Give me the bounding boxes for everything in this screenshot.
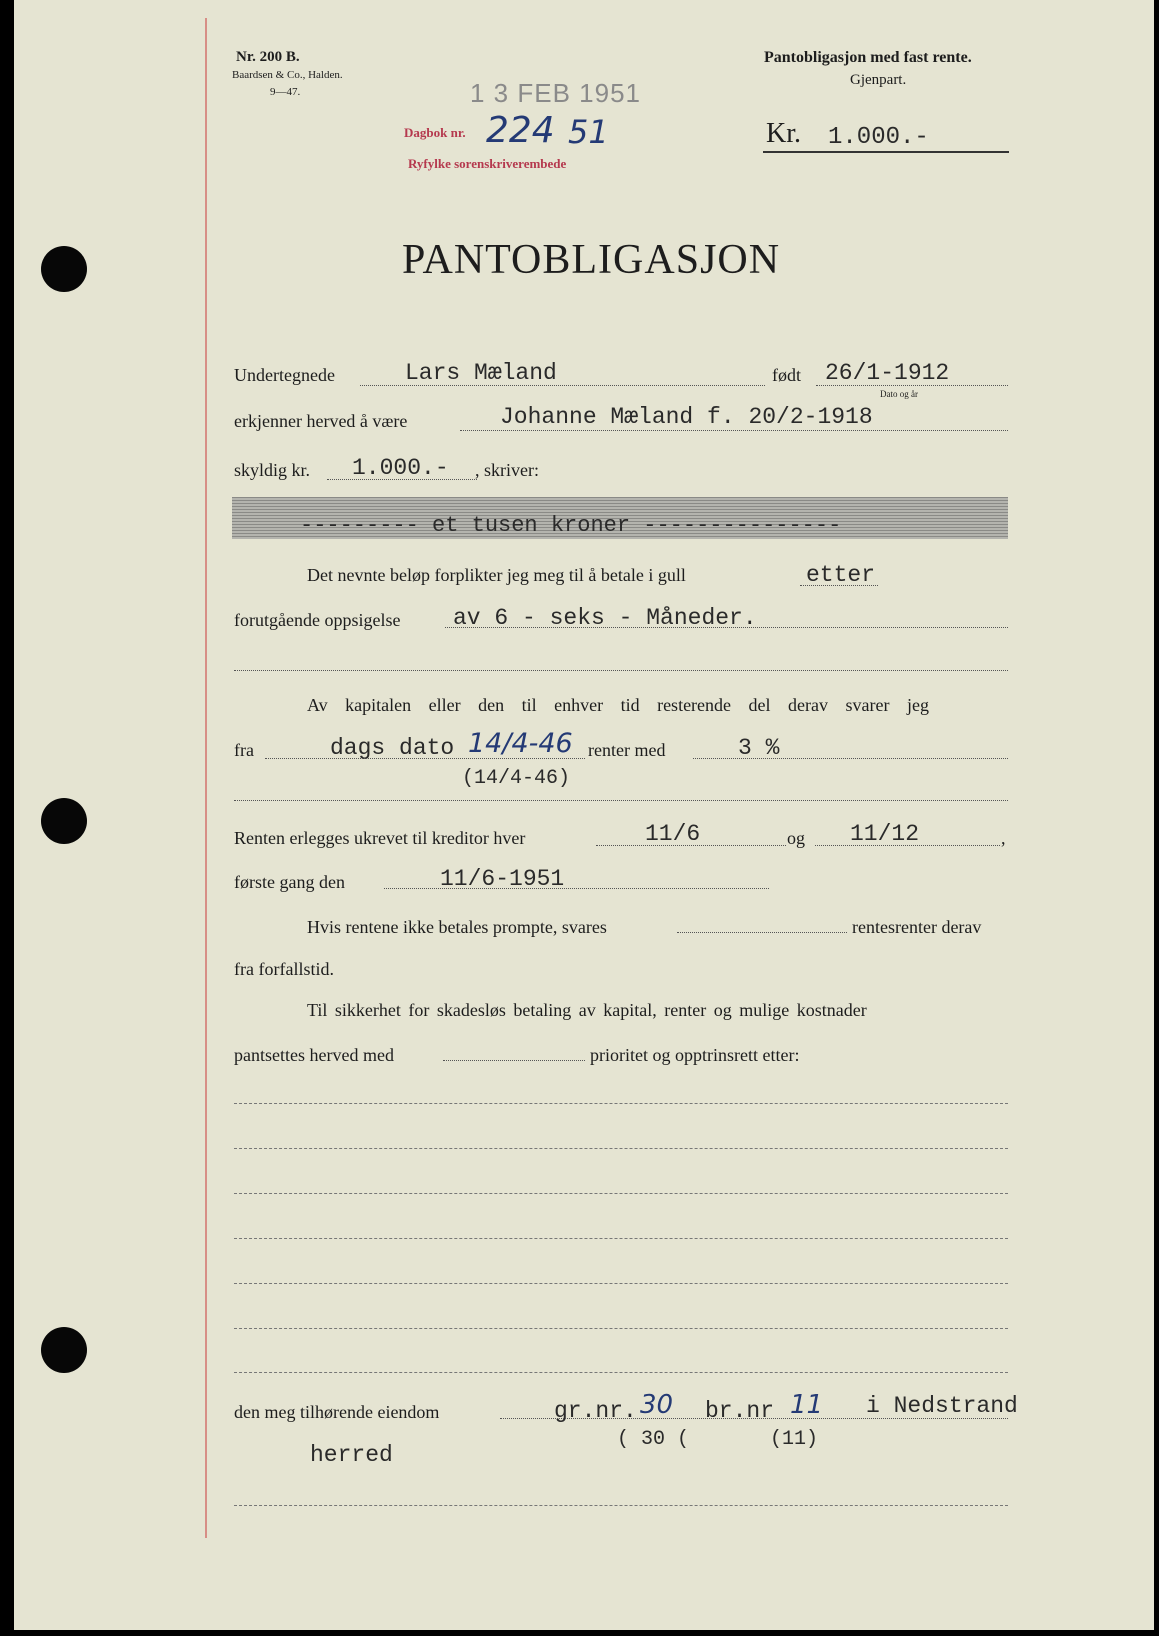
first-value: 11/6-1951 [440, 866, 565, 892]
security-text: Til sikkerhet for skadesløs betaling av kapital, renter og mulige kostnader [307, 1000, 867, 1020]
notice-label: forutgående oppsigelse [234, 610, 401, 630]
og-label: og [787, 828, 805, 848]
blank-line [234, 800, 1008, 801]
blank-line [234, 670, 1008, 671]
compound-label: rentesrenter derav [852, 917, 982, 937]
capital-text: Av kapitalen eller den til enhver tid resterende del derav svarer jeg [307, 695, 929, 715]
amount-underline [763, 151, 1009, 153]
blank-line [234, 1148, 1008, 1149]
copy-label: Gjenpart. [850, 72, 907, 88]
stamp-journal-year: 51 [568, 113, 609, 151]
form-number: Nr. 200 B. [236, 49, 300, 65]
pledge-line [443, 1060, 585, 1061]
from-handwritten: 14/4-46 [468, 728, 573, 759]
print-date: 9—47. [270, 86, 301, 98]
born-date: 26/1-1912 [825, 360, 950, 386]
punch-hole [41, 246, 87, 292]
date-note: Dato og år [880, 389, 918, 399]
creditor-line [460, 430, 1008, 431]
paid-line-1 [596, 845, 786, 846]
interest-label: renter med [588, 740, 666, 760]
due-label: fra forfallstid. [234, 959, 334, 979]
first-line [384, 888, 769, 889]
gnr-label: gr.nr. [554, 1398, 637, 1424]
from-parenthetical: (14/4-46) [462, 767, 571, 790]
form-type: Pantobligasjon med fast rente. [764, 49, 972, 66]
undersigned-label: Undertegnede [234, 365, 335, 385]
paid-value-2: 11/12 [850, 821, 920, 847]
gnr-value: 30 [640, 1390, 674, 1420]
pledge-label: pantsettes herved med [234, 1045, 394, 1065]
acknowledge-label: erkjenner herved å være [234, 411, 408, 431]
property-label: den meg tilhørende eiendom [234, 1402, 440, 1422]
if-label: Hvis rentene ikke betales prompte, svares [307, 917, 607, 937]
paid-value-1: 11/6 [645, 821, 701, 847]
owe-label: skyldig kr. [234, 460, 311, 480]
owe-line [327, 479, 477, 480]
gnr-parenthetical: ( 30 ( [617, 1428, 690, 1451]
interest-value: 3 % [738, 735, 780, 761]
blank-line [234, 1103, 1008, 1104]
undersigned-name: Lars Mæland [405, 360, 557, 386]
blank-line [234, 1328, 1008, 1329]
punch-hole [41, 1327, 87, 1373]
owe-label-2: , skriver: [475, 460, 539, 480]
blank-line [234, 1193, 1008, 1194]
stamp-journal-number: 224 [486, 110, 555, 151]
herred: herred [310, 1442, 393, 1468]
notice-line [445, 627, 1008, 628]
amount-prefix: Kr. [766, 118, 801, 149]
blank-line [234, 1372, 1008, 1373]
bnr-value: 11 [790, 1390, 824, 1420]
property-line [500, 1418, 1008, 1419]
first-label: første gang den [234, 872, 345, 892]
stamp-office: Ryfylke sorenskriverembede [408, 156, 567, 171]
bnr-label: br.nr [705, 1398, 775, 1424]
creditor-name: Johanne Mæland f. 20/2-1918 [500, 404, 873, 430]
amount-words: --------- et tusen kroner --------------- [300, 513, 842, 538]
red-margin-line [205, 18, 207, 1538]
owe-amount: 1.000.- [352, 455, 449, 481]
interest-line [693, 758, 1008, 759]
from-line [265, 758, 585, 759]
pay-line [800, 585, 878, 586]
born-line [816, 385, 1008, 386]
blank-line [234, 1505, 1008, 1506]
priority-label: prioritet og opptrinsrett etter: [590, 1045, 800, 1065]
paid-label: Renten erlegges ukrevet til kreditor hver [234, 828, 526, 848]
pay-text: Det nevnte beløp forplikter jeg meg til å betale i gull [307, 565, 686, 585]
notice-value: av 6 - seks - Måneder. [453, 605, 757, 631]
stamp-journal-label: Dagbok nr. [404, 125, 466, 140]
paid-comma: , [1001, 828, 1006, 848]
pay-value: etter [806, 562, 876, 588]
stamp-date: 1 3 FEB 1951 [470, 78, 641, 108]
paid-line-2 [815, 845, 1000, 846]
blank-line [234, 1238, 1008, 1239]
amount-value: 1.000.- [828, 124, 929, 151]
from-typed: dags dato [330, 735, 455, 761]
document-title: PANTOBLIGASJON [402, 237, 781, 283]
municipality: i Nedstrand [866, 1393, 1018, 1419]
from-label: fra [234, 740, 254, 760]
if-line [677, 932, 847, 933]
printer-name: Baardsen & Co., Halden. [232, 69, 343, 81]
born-label: født [772, 365, 801, 385]
undersigned-line [360, 385, 765, 386]
bnr-parenthetical: (11) [770, 1428, 819, 1451]
punch-hole [41, 798, 87, 844]
blank-line [234, 1283, 1008, 1284]
